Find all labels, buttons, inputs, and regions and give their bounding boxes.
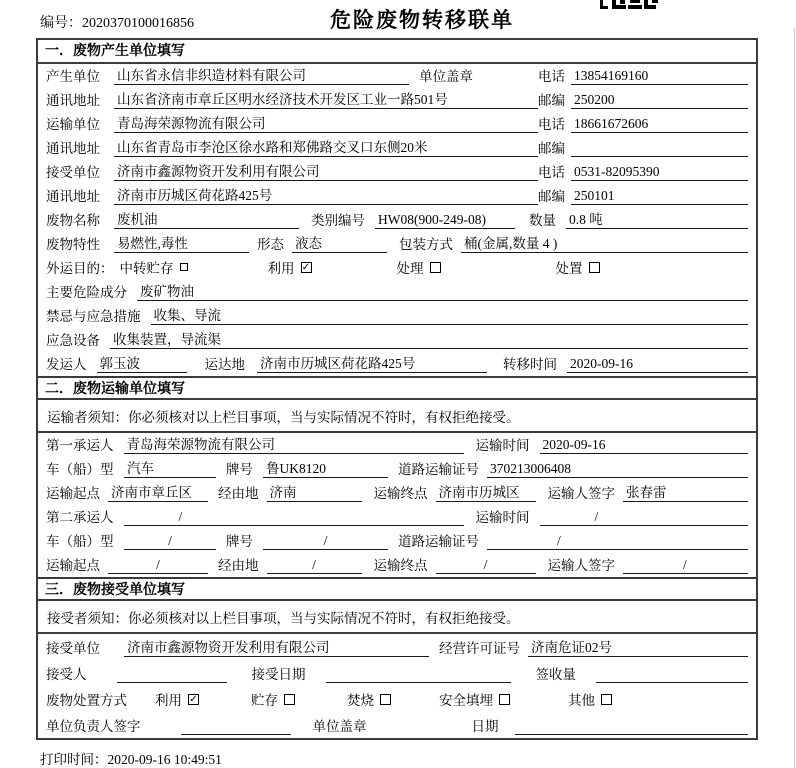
route-end-label: 运输终点	[373, 486, 428, 501]
route-via-label: 经由地	[218, 486, 259, 501]
row-transfer-purpose	[38, 256, 756, 280]
row-dispatch	[38, 352, 756, 376]
road-permit-label: 道路运输证号	[398, 534, 479, 549]
hazard-label: 主要危险成分	[46, 285, 127, 300]
page-edge-line	[794, 28, 795, 768]
zip-label: 邮编	[538, 93, 565, 108]
print-time-label: 打印时间：	[40, 752, 108, 767]
date-value	[515, 718, 749, 735]
hazard-value: 废矿物油	[137, 280, 748, 301]
taboo-value: 收集、导流	[151, 304, 749, 325]
carrier2-value: /	[124, 509, 464, 526]
carrier1-time-value: 2020-09-16	[540, 437, 749, 454]
waste-qty-label: 数量	[529, 213, 556, 228]
section3-header: 三．废物接受单位填写	[38, 577, 756, 601]
transporter-zip-group	[538, 137, 748, 157]
option-label: 其他	[568, 693, 595, 708]
form-value: 液态	[292, 232, 387, 253]
option-label: 利用	[155, 693, 182, 708]
receiver-label: 接受单位	[46, 165, 100, 180]
address-label: 通讯地址	[46, 93, 100, 108]
zip-label: 邮编	[538, 141, 565, 156]
receiver-zip-group	[538, 185, 748, 205]
plate-label: 牌号	[226, 534, 253, 549]
transfer-form	[36, 38, 758, 740]
route2-end-value: /	[436, 557, 536, 574]
option-dispose	[556, 257, 600, 277]
phone-label: 电话	[538, 117, 565, 132]
qr-code-icon	[600, 0, 660, 9]
sender-label: 发运人	[46, 357, 87, 372]
row-disposal-method	[38, 686, 756, 712]
option-transfer-storage	[120, 257, 188, 277]
receiver-notice: 接受者须知：你必须核对以上栏目事项，当与实际情况不符时，有权拒绝接受。	[38, 601, 756, 634]
route1-end-value: 济南市历城区	[436, 481, 536, 502]
phone-label: 电话	[538, 165, 565, 180]
option-label: 安全填埋	[439, 693, 493, 708]
vehicle1-type-value: 汽车	[124, 457, 216, 478]
road-permit-label: 道路运输证号	[398, 462, 479, 477]
plate-label: 牌号	[226, 462, 253, 477]
equipment-value: 收集装置，导流渠	[110, 328, 748, 349]
taboo-label: 禁忌与应急措施	[46, 309, 141, 324]
checkbox-icon	[499, 694, 510, 705]
option-landfill	[439, 689, 510, 709]
row-vehicle2	[38, 529, 756, 553]
row-receiver-address	[38, 184, 756, 208]
receipt-date-value	[326, 666, 511, 683]
option-label: 贮存	[251, 693, 278, 708]
row-producer-address	[38, 88, 756, 112]
traits-value: 易燃性,毒性	[114, 232, 249, 253]
receiver-value: 济南市鑫源物资开发利用有限公司	[114, 160, 538, 181]
row-emergency-equipment	[38, 328, 756, 352]
option-label: 焚烧	[347, 693, 374, 708]
transfer-time-value: 2020-09-16	[567, 356, 748, 373]
transport-time-label: 运输时间	[475, 438, 530, 453]
waste-name-label: 废物名称	[46, 213, 100, 228]
checkbox-icon	[284, 694, 295, 705]
route2-sign-value: /	[623, 557, 748, 574]
route2-start-value: /	[108, 557, 208, 574]
waste-code-value: HW08(900-249-08)	[375, 212, 515, 229]
producer-address-value: 山东省济南市章丘区明水经济技术开发区工业一路501号	[114, 88, 538, 109]
option-incinerate	[347, 689, 391, 709]
row-carrier1	[38, 433, 756, 457]
checkbox-icon	[430, 262, 441, 273]
transporter-value: 青岛海荣源物流有限公司	[114, 112, 538, 133]
row-vehicle1	[38, 457, 756, 481]
row-carrier2	[38, 505, 756, 529]
section1-header: 一．废物产生单位填写	[38, 40, 756, 64]
transport-time-label: 运输时间	[475, 510, 530, 525]
print-time-value: 2020-09-16 10:49:51	[107, 752, 222, 767]
row-accepting-unit	[38, 634, 756, 660]
route2-via-value: /	[267, 557, 362, 574]
unit-seal-label: 单位盖章	[419, 69, 473, 84]
accepting-unit-value: 济南市鑫源物资开发利用有限公司	[124, 636, 429, 657]
receiver-phone-group	[538, 161, 748, 181]
address-label: 通讯地址	[46, 141, 100, 156]
phone-label: 电话	[538, 69, 565, 84]
vehicle2-permit-value: /	[487, 533, 748, 550]
vehicle2-plate-value: /	[263, 533, 388, 550]
row-receiver	[38, 160, 756, 184]
producer-zip-group	[538, 89, 748, 109]
producer-phone-group	[538, 65, 748, 85]
route-start-label: 运输起点	[46, 486, 100, 501]
transporter-phone-group	[538, 113, 748, 133]
responsible-sign-label: 单位负责人签字	[46, 719, 141, 734]
vehicle-type-label: 车（船）型	[46, 462, 114, 477]
row-producer	[38, 64, 756, 88]
vehicle1-permit-value: 370213006408	[487, 461, 748, 478]
producer-label: 产生单位	[46, 69, 100, 84]
option-reuse	[268, 257, 312, 277]
packing-label: 包装方式	[399, 237, 453, 252]
license-value: 济南危证02号	[528, 636, 748, 657]
vehicle1-plate-value: 鲁UK8120	[263, 457, 388, 478]
waste-code-label: 类别编号	[311, 213, 365, 228]
responsible-sign-value	[181, 718, 291, 735]
route1-start-value: 济南市章丘区	[108, 481, 208, 502]
row-waste-traits	[38, 232, 756, 256]
serial-label: 编号：	[40, 16, 82, 31]
address-label: 通讯地址	[46, 189, 100, 204]
route-via-label: 经由地	[218, 558, 259, 573]
carrier-sign-label: 运输人签字	[547, 486, 615, 501]
checkbox-icon	[589, 262, 600, 273]
sender-value: 郭玉波	[97, 352, 187, 373]
receipt-date-label: 接受日期	[251, 667, 306, 682]
transporter-address-value: 山东省青岛市李沧区徐水路和郑佛路交叉口东侧20米	[114, 136, 538, 157]
packing-value: 桶(金属,数量 4 )	[461, 232, 748, 253]
waste-name-value: 废机油	[114, 208, 299, 229]
carrier1-label: 第一承运人	[46, 438, 114, 453]
checkbox-icon	[180, 263, 188, 271]
checkbox-icon	[380, 694, 391, 705]
option-store	[251, 689, 295, 709]
option-utilize	[155, 689, 199, 709]
row-taboo-measures	[38, 304, 756, 328]
producer-value: 山东省永信非织造材料有限公司	[114, 64, 409, 85]
vehicle2-type-value: /	[124, 533, 216, 550]
serial-value: 2020370100016856	[82, 16, 194, 31]
receiver-address-value: 济南市历城区荷花路425号	[114, 184, 538, 205]
route1-sign-value: 张春雷	[623, 481, 748, 502]
license-label: 经营许可证号	[439, 641, 520, 656]
checkbox-icon: ✓	[189, 693, 198, 705]
row-signoff	[38, 712, 756, 738]
equipment-label: 应急设备	[46, 333, 100, 348]
route-start-label: 运输起点	[46, 558, 100, 573]
traits-label: 废物特性	[46, 237, 100, 252]
route-end-label: 运输终点	[373, 558, 428, 573]
page-title: 危险废物转移联单	[330, 8, 514, 32]
row-hazard-components	[38, 280, 756, 304]
transfer-time-label: 转移时间	[503, 357, 557, 372]
option-label: 利用	[267, 261, 295, 276]
option-label: 处理	[396, 261, 424, 276]
receiver-zip-value: 250101	[571, 188, 748, 205]
row-transporter-address	[38, 136, 756, 160]
print-time	[40, 748, 222, 768]
option-label: 处置	[555, 261, 583, 276]
destination-label: 运达地	[204, 357, 245, 372]
accepting-unit-label: 接受单位	[46, 641, 100, 656]
signed-qty-value	[596, 666, 748, 683]
option-label: 中转贮存	[119, 261, 174, 276]
row-route2	[38, 553, 756, 577]
zip-label: 邮编	[538, 189, 565, 204]
receiver-phone-value: 0531-82095390	[571, 164, 748, 181]
option-treat	[397, 257, 441, 277]
transporter-phone-value: 18661672606	[571, 116, 748, 133]
section2-header: 二．废物运输单位填写	[38, 376, 756, 400]
row-route1	[38, 481, 756, 505]
signed-qty-label: 签收量	[535, 667, 576, 682]
carrier1-value: 青岛海荣源物流有限公司	[124, 433, 464, 454]
row-receipt	[38, 660, 756, 686]
carrier-sign-label: 运输人签字	[547, 558, 615, 573]
carrier2-label: 第二承运人	[46, 510, 114, 525]
disposal-label: 废物处置方式	[46, 693, 127, 708]
carrier2-time-value: /	[540, 509, 749, 526]
vehicle-type-label: 车（船）型	[46, 534, 114, 549]
checkbox-icon: ✓	[301, 261, 311, 273]
destination-value: 济南市历城区荷花路425号	[257, 352, 487, 373]
transporter-notice: 运输者须知：你必须核对以上栏目事项，当与实际情况不符时，有权拒绝接受。	[38, 400, 756, 433]
serial-number	[40, 12, 194, 32]
row-waste-name	[38, 208, 756, 232]
route1-via-value: 济南	[267, 481, 362, 502]
producer-phone-value: 13854169160	[571, 68, 748, 85]
transporter-label: 运输单位	[46, 117, 100, 132]
waste-qty-value: 0.8 吨	[566, 208, 748, 229]
option-other	[568, 689, 612, 709]
date-label: 日期	[471, 719, 499, 734]
unit-seal-label: 单位盖章	[312, 719, 367, 734]
receipt-person-label: 接受人	[46, 667, 87, 682]
receipt-person-value	[117, 666, 227, 683]
form-label: 形态	[257, 237, 284, 252]
row-transporter	[38, 112, 756, 136]
transporter-zip-value	[571, 140, 748, 157]
checkbox-icon	[601, 694, 612, 705]
producer-zip-value: 250200	[571, 92, 748, 109]
purpose-label: 外运目的：	[46, 261, 114, 276]
